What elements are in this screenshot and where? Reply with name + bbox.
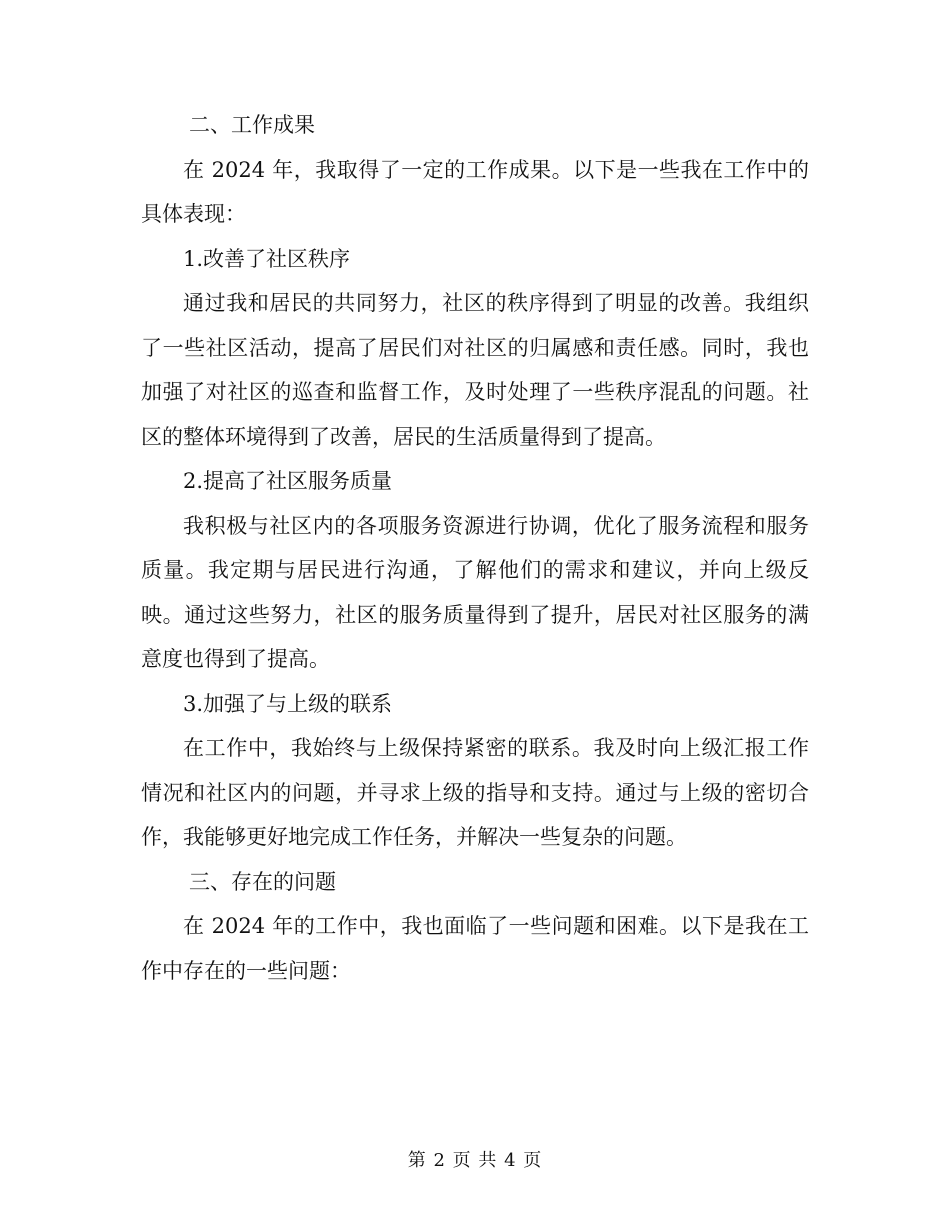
document-body [141, 103, 809, 993]
paragraph-item-2: 我积极与社区内的各项服务资源进行协调，优化了服务流程和服务质量。我定期与居民进行沟通，了解他们的需求和建议，并向上级反映。通过这些努力，社区的服务质量得到了提升，居民对社区服务的满意度也得到了提高。 [141, 513, 809, 671]
section-heading-results: 二、工作成果 [189, 113, 315, 137]
page-number-footer: 第 2 页 共 4 页 [407, 1150, 543, 1171]
paragraph-problems-intro: 在 2024 年的工作中，我也面临了一些问题和困难。以下是我在工作中存在的一些问题： [141, 914, 809, 983]
item-title-2: 2.提高了社区服务质量 [183, 469, 393, 493]
item-title-1: 1.改善了社区秩序 [183, 246, 351, 271]
paragraph-results-intro: 在 2024 年，我取得了一定的工作成果。以下是一些我在工作中的具体表现： [141, 157, 809, 226]
section-heading-problems: 三、存在的问题 [189, 869, 336, 894]
paragraph-item-3: 在工作中，我始终与上级保持紧密的联系。我及时向上级汇报工作情况和社区内的问题，并寻求上级的指导和支持。通过与上级的密切合作，我能够更好地完成工作任务，并解决一些复杂的问题。 [141, 736, 809, 849]
paragraph-item-1: 通过我和居民的共同努力，社区的秩序得到了明显的改善。我组织了一些社区活动，提高了居民们对社区的归属感和责任感。同时，我也加强了对社区的巡查和监督工作，及时处理了一些秩序混乱的问题。社区的整体环境得到了改善，居民的生活质量得到了提高。 [141, 291, 809, 449]
item-title-3: 3.加强了与上级的联系 [183, 691, 393, 716]
